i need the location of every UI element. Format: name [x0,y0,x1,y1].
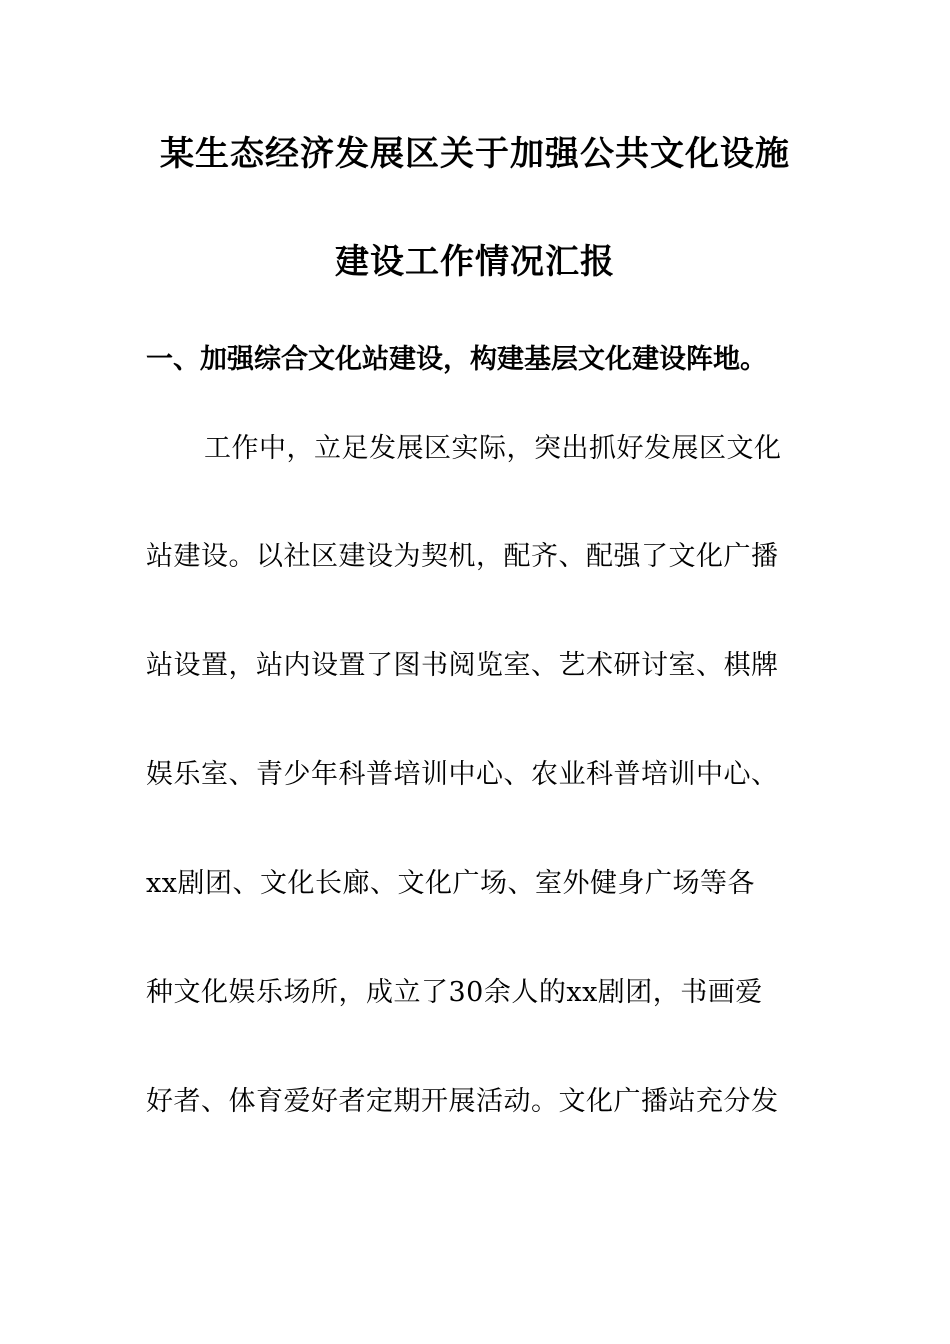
document-title-line-1: 某生态经济发展区关于加强公共文化设施 [160,134,790,174]
paragraph-line: 站设置，站内设置了图书阅览室、艺术研讨室、棋牌 [146,650,779,681]
section-heading: 一、加强综合文化站建设，构建基层文化建设阵地。 [146,344,767,375]
paragraph-line: 站建设。以社区建设为契机，配齐、配强了文化广播 [146,541,779,572]
paragraph-line: 好者、体育爱好者定期开展活动。文化广播站充分发 [146,1086,779,1117]
document-title-line-2: 建设工作情况汇报 [335,242,615,282]
paragraph-line: 种文化娱乐场所，成立了30余人的xx剧团，书画爱 [146,977,763,1008]
paragraph-line: 工作中，立足发展区实际，突出抓好发展区文化 [204,433,782,464]
paragraph-line: xx剧团、文化长廊、文化广场、室外健身广场等各 [146,868,755,899]
paragraph-line: 娱乐室、青少年科普培训中心、农业科普培训中心、 [146,759,779,790]
